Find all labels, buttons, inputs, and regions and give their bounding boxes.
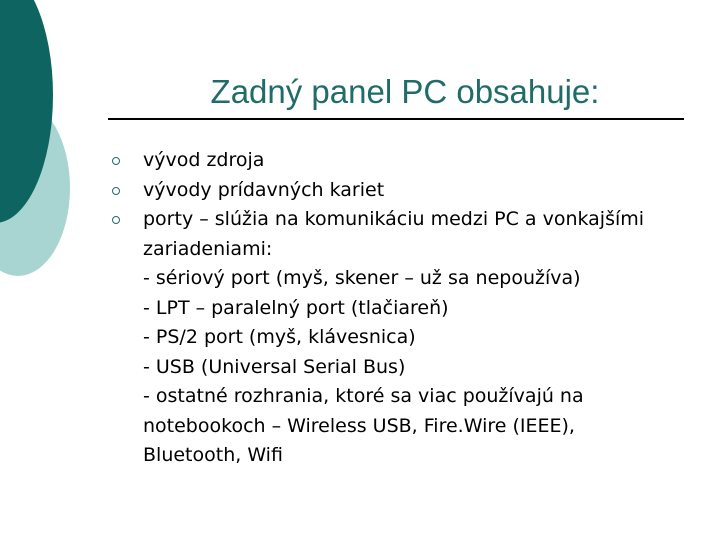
sub-line: - ostatné rozhrania, ktoré sa viac používajú na notebookoch – Wireless USB, Fire.Wire (IEEE), Bluetooth, Wifi: [143, 385, 584, 466]
title-divider: [108, 118, 684, 120]
sub-line: - LPT – paralelný port (tlačiareň): [143, 296, 449, 319]
bullet-text: vývody prídavných kariet: [143, 178, 385, 201]
sub-line: - PS/2 port (myš, klávesnica): [143, 326, 416, 348]
bullet-text: vývod zdroja: [143, 149, 265, 171]
bullet-text: porty – slúžia na komunikáciu medzi PC a vonkajšími zariadeniami:: [143, 208, 645, 260]
bullet-circle-icon: [112, 187, 120, 195]
sub-line: - sériový port (myš, skener – už sa nepoužíva): [143, 267, 581, 289]
slide-title: Zadný panel PC obsahuje:: [210, 73, 600, 110]
bullet-item: [112, 176, 672, 206]
bullet-item: [112, 146, 672, 176]
bullet-circle-icon: [112, 216, 120, 224]
bullet-item: [112, 205, 672, 471]
sub-line: - USB (Universal Serial Bus): [143, 355, 406, 378]
bullet-circle-icon: [112, 157, 120, 165]
bullet-list: [112, 146, 672, 471]
